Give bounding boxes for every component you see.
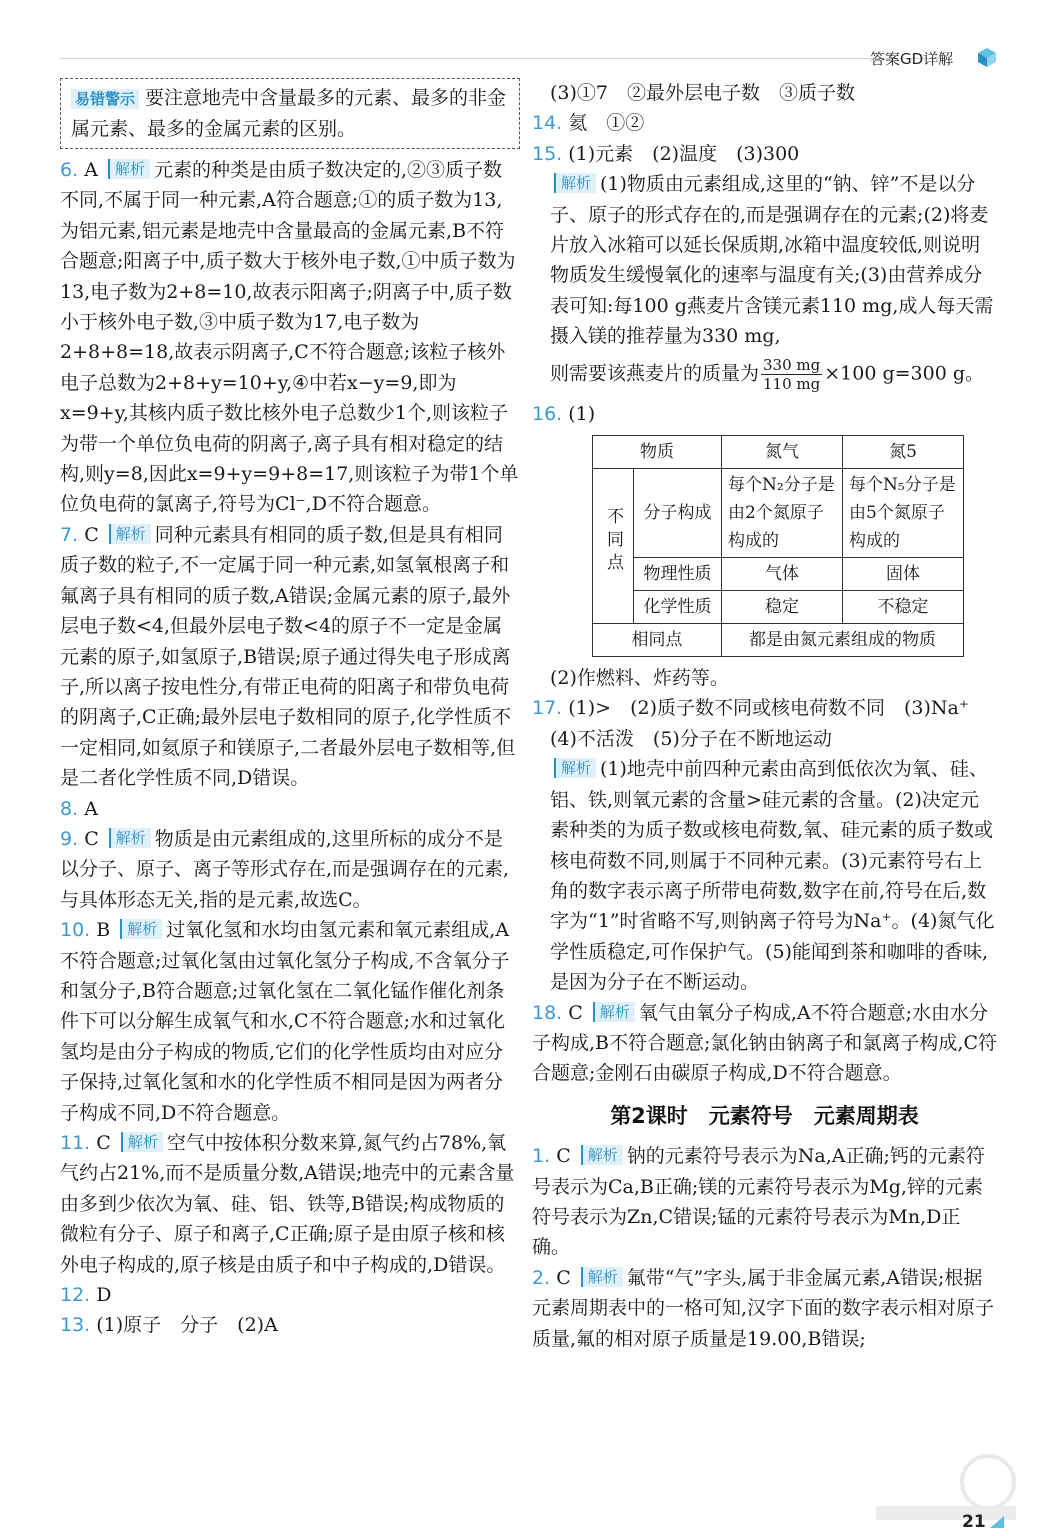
header-rule (60, 58, 940, 59)
cube-icon (976, 46, 998, 68)
page-number: 21 (962, 1512, 986, 1532)
question-number: 2. (532, 1266, 551, 1289)
question-number: 13. (60, 1314, 91, 1337)
table-cell-differences (593, 469, 634, 624)
answer-13-part3: (3)①7 ②最外层电子数 ③质子数 (550, 82, 856, 104)
answer-letter: C (96, 1132, 111, 1154)
answer-6 (60, 155, 520, 520)
answer-13 (60, 1310, 520, 1340)
table-cell: 每个N₅分子是由5个氮原子构成的 (843, 469, 964, 558)
answer-letter: C (568, 1001, 583, 1024)
answer-11 (60, 1128, 520, 1280)
leaf-icon (990, 1516, 1004, 1528)
answer-12 (60, 1280, 520, 1310)
analysis-tag: 解析 (109, 828, 151, 848)
analysis-tag: 解析 (593, 1002, 635, 1022)
table-row-label: 化学性质 (634, 591, 722, 624)
analysis-text: (1)物质由元素组成,这里的“钠、锌”不是以分子、原子的形式存在的,而是强调存在的元素;(2)将麦片放入冰箱可以延长保质期,冰箱中温度较低,则说明物质发生缓慢氧化的速率与温度有关;(3)由营养成分表可知:每100 g燕麦片含镁元素110 mg,成人每天需摄入镁的推荐量为330 mg, (550, 173, 994, 348)
question-number: 12. (60, 1284, 91, 1307)
analysis-text: 空气中按体积分数来算,氮气约占78%,氧气约占21%,而不是质量分数,A错误;地壳中的元素含量由多到少依次为氧、硅、铝、铁等,B错误;构成物质的微粒有分子、原子和离子,C正确;原子是由原子核和核外电子构成的,原子核是由质子和中子构成的,D错误。 (60, 1132, 515, 1276)
table-header: 物质 (593, 436, 722, 469)
answer-16 (532, 399, 997, 429)
analysis-text: 氧气由氧分子构成,A不符合题意;水由水分子构成,B不符合题意;氯化钠由钠离子和氯离子构成,C符合题意;金刚石由碳原子构成,D不符合题意。 (532, 1001, 997, 1085)
formula-suffix: ×100 g=300 g。 (824, 362, 985, 385)
question-number: 14. (532, 112, 563, 135)
table-row-label: 相同点 (593, 624, 722, 657)
table-row-label: 物理性质 (634, 558, 722, 591)
comparison-table (592, 435, 964, 657)
answer-letter: C (84, 827, 99, 850)
section-title: 第2课时 元素符号 元素周期表 (610, 1103, 919, 1128)
table-cell: 都是由氮元素组成的物质 (722, 624, 964, 657)
table-cell: 每个N₂分子是由2个氮原子构成的 (722, 469, 843, 558)
analysis-text: 氟带“气”字头,属于非金属元素,A错误;根据元素周期表中的一格可知,汉字下面的数字表示相对原子质量,氟的相对原子质量是19.00,B错误; (532, 1266, 995, 1350)
question-number: 7. (60, 523, 79, 546)
analysis-text: 同种元素具有相同的质子数,但是具有相同质子数的粒子,不一定属于同一种元素,如氢氧根离子和氟离子具有相同的质子数,A错误;金属元素的原子,最外层电子数<4,但最外层电子数<4的原子不一定是金属元素的原子,如氢原子,B错误;原子通过得失电子形成离子,所以离子按电性分,有带正电荷的阳离子和带负电荷的阴离子,C正确;最外层电子数相同的原子,化学性质不一定相同,如氦原子和镁原子,二者最外层电子数相等,但是二者化学性质不同,D错误。 (60, 523, 516, 790)
table-header: 氮5 (843, 436, 964, 469)
analysis-tag: 解析 (108, 159, 150, 179)
answer-16-part2: (2)作燃料、炸药等。 (550, 667, 729, 690)
answer-letter: D (96, 1284, 112, 1307)
formula-prefix: 则需要该燕麦片的质量为 (550, 362, 760, 385)
answer-letter: C (556, 1145, 571, 1168)
answer-18 (532, 998, 997, 1089)
header-label: 答案GD详解 (870, 50, 954, 68)
right-column (532, 78, 997, 1354)
differences-label: 不同点 (603, 507, 623, 577)
warning-box (60, 78, 520, 149)
answer-letter: A (84, 797, 98, 820)
fraction (761, 356, 822, 393)
answer-text: (1)元素 (2)温度 (3)300 (568, 142, 800, 165)
question-number: 10. (60, 919, 91, 942)
answer-8 (60, 794, 520, 824)
answer-letter: B (96, 919, 111, 942)
warning-tag: 易错警示 (71, 89, 139, 109)
question-number: 9. (60, 827, 79, 850)
fraction-denominator: 110 mg (763, 374, 821, 393)
section-answer-2 (532, 1263, 997, 1354)
left-column (60, 78, 520, 1341)
analysis-17 (532, 754, 997, 997)
table-cell: 气体 (722, 558, 843, 591)
analysis-text: 物质是由元素组成的,这里所标的成分不是以分子、原子、离子等形式存在,而是强调存在的元素,与具体形态无关,指的是元素,故选C。 (60, 827, 510, 911)
section-answer-1 (532, 1141, 997, 1263)
answer-letter: C (84, 523, 99, 546)
analysis-text: 钠的元素符号表示为Na,A正确;钙的元素符号表示为Ca,B正确;镁的元素符号表示为Mg,锌的元素符号表示为Zn,C错误;锰的元素符号表示为Mn,D正确。 (532, 1145, 985, 1259)
analysis-tag: 解析 (581, 1267, 623, 1287)
answer-17-line2: (4)不活泼 (5)分子在不断地运动 (550, 727, 832, 750)
answer-10 (60, 915, 520, 1128)
analysis-15-formula (532, 356, 997, 393)
answer-text: 氦 ①② (568, 112, 645, 135)
table-cell: 不稳定 (843, 591, 964, 624)
warning-text: 要注意地壳中含量最多的元素、最多的非金属元素、最多的金属元素的区别。 (71, 87, 507, 140)
question-number: 6. (60, 159, 79, 181)
question-number: 17. (532, 697, 563, 720)
analysis-tag: 解析 (554, 173, 596, 193)
analysis-tag: 解析 (109, 524, 151, 544)
analysis-tag: 解析 (554, 758, 596, 778)
question-number: 1. (532, 1145, 551, 1168)
answer-14 (532, 108, 997, 138)
analysis-15 (532, 169, 997, 351)
table-cell: 固体 (843, 558, 964, 591)
answer-15 (532, 139, 997, 169)
answer-7 (60, 520, 520, 794)
answer-text: (1)原子 分子 (2)A (96, 1314, 278, 1337)
table-row-label: 分子构成 (634, 469, 722, 558)
question-number: 11. (60, 1132, 91, 1154)
answer-text: (1)> (2)质子数不同或核电荷数不同 (3)Na⁺ (568, 697, 969, 720)
analysis-text: (1)地壳中前四种元素由高到低依次为氧、硅、铝、铁,则氧元素的含量>硅元素的含量。(2)决定元素种类的为质子数或核电荷数,氧、硅元素的质子数或核电荷数不同,则属于不同种元素。(3)元素符号右上角的数字表示离子所带电荷数,数字在前,符号在后,数字为“1”时省略不写,则钠离子符号为Na⁺。(4)氮气化学性质稳定,可作保护气。(5)能闻到茶和咖啡的香味,是因为分子在不断运动。 (550, 758, 995, 994)
analysis-tag: 解析 (581, 1145, 623, 1165)
answer-letter: C (556, 1266, 571, 1289)
table-header: 氮气 (722, 436, 843, 469)
analysis-tag: 解析 (121, 1132, 163, 1152)
answer-17 (532, 693, 997, 723)
question-number: 15. (532, 142, 563, 165)
question-number: 16. (532, 402, 563, 425)
answer-9 (60, 824, 520, 915)
analysis-text: 过氧化氢和水均由氢元素和氧元素组成,A不符合题意;过氧化氢由过氧化氢分子构成,不含氧分子和氢分子,B符合题意;过氧化氢在二氧化锰作催化剂条件下可以分解生成氧气和水,C不符合题意;水和过氧化氢均是由分子构成的物质,它们的化学性质均由对应分子保持,过氧化氢和水的化学性质不相同是因为两者分子构成不同,D不符合题意。 (60, 919, 510, 1124)
watermark-logo (868, 1448, 1028, 1528)
question-number: 18. (532, 1001, 563, 1024)
fraction-numerator: 330 mg (763, 355, 821, 374)
table-cell: 稳定 (722, 591, 843, 624)
question-number: 8. (60, 797, 79, 820)
analysis-text: 元素的种类是由质子数决定的,②③质子数不同,不属于同一种元素,A符合题意;①的质子数为13,为铝元素,铝元素是地壳中含量最高的金属元素,B不符合题意;阳离子中,质子数大于核外电子数,①中质子数为13,电子数为2+8=10,故表示阳离子;阴离子中,质子数小于核外电子数,③中质子数为17,电子数为2+8+8=18,故表示阴离子,C不符合题意;该粒子核外电子总数为2+8+y=10+y,④中若x−y=9,即为x=9+y,其核内质子数比核外电子总数少1个,则该粒子为带一个单位负电荷的阴离子,离子具有相对稳定的结构,则y=8,因此x=9+y=9+8=17,则该粒子为带1个单位负电荷的氯离子,符号为Cl⁻,D不符合题意。 (60, 159, 519, 516)
answer-text: (1) (568, 402, 596, 425)
analysis-tag: 解析 (120, 919, 162, 939)
answer-letter: A (84, 159, 98, 181)
